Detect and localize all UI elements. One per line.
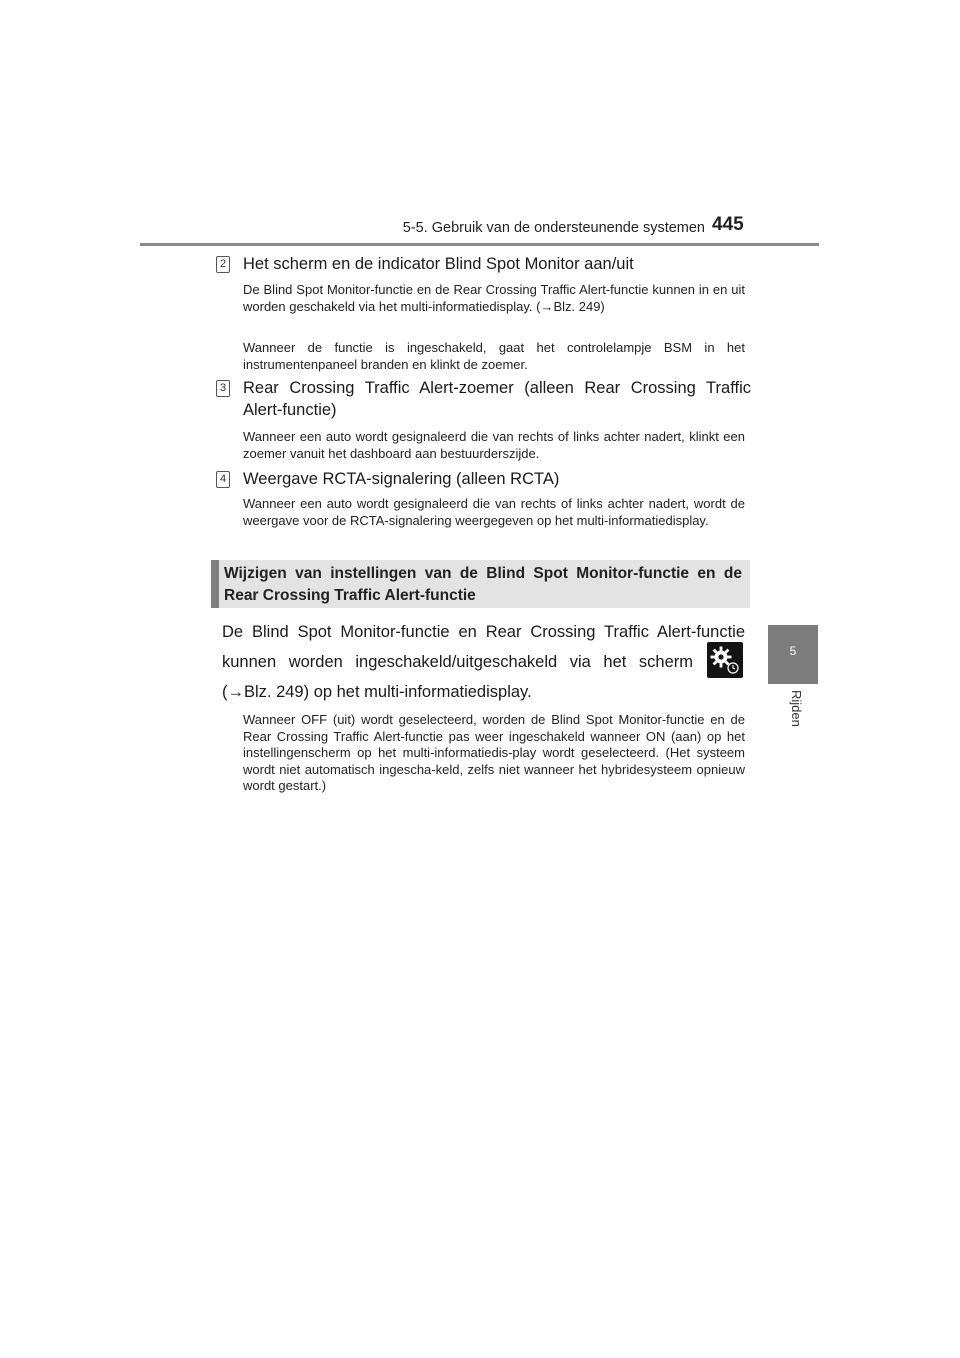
- chapter-tab: [768, 625, 818, 684]
- item-title: Het scherm en de indicator Blind Spot Monitor aan/uit: [243, 255, 634, 273]
- header-divider: [140, 243, 819, 246]
- section-body-line-2: kunnen worden ingeschakeld/uitgeschakeld via het scherm: [222, 653, 693, 671]
- section-heading-box: [211, 560, 750, 608]
- section-heading-bar: [211, 560, 219, 608]
- section-note: Wanneer OFF (uit) wordt geselecteerd, worden de Blind Spot Monitor-functie en de Rear Crossing Traffic Alert-functie pas weer ingeschakeld wanneer ON (aan) op het instellingenscherm op het multi-informatiedis-play wordt geselecteerd. (Het systeem wordt niet automatisch ingescha-keld, zelfs niet wanneer het hybridesysteem opnieuw wordt gestart.): [243, 712, 745, 793]
- section-heading-title: Wijzigen van instellingen van de Blind Spot Monitor-functie en de Rear Crossing Traffic Alert-functie: [224, 565, 742, 604]
- page-number: 445: [712, 214, 744, 235]
- item-number-badge: 3: [216, 380, 230, 397]
- item-number-badge: 4: [216, 471, 230, 488]
- chapter-tab-number: 5: [789, 644, 797, 658]
- item-4-paragraph-1: Wanneer een auto wordt gesignaleerd die van rechts of links achter nadert, wordt de weergave voor de RCTA-signalering weergegeven op het multi-informatiedisplay.: [243, 496, 745, 528]
- item-number-badge: 2: [216, 256, 230, 273]
- section-body: [222, 617, 745, 707]
- running-header-section: 5-5. Gebruik van de ondersteunende systemen: [402, 220, 705, 236]
- section-body-line-1: De Blind Spot Monitor-functie en Rear Crossing Traffic Alert-functie: [222, 623, 745, 641]
- item-title: Weergave RCTA-signalering (alleen RCTA): [243, 470, 560, 488]
- item-title: Rear Crossing Traffic Alert-zoemer (alleen Rear Crossing Traffic Alert-functie): [243, 379, 751, 419]
- item-2-paragraph-1: De Blind Spot Monitor-functie en de Rear Crossing Traffic Alert-functie kunnen in en uit worden geschakeld via het multi-informatiedisplay. (→Blz. 249): [243, 282, 745, 314]
- chapter-tab-label: Rijden: [789, 690, 804, 727]
- settings-gear-icon: [707, 642, 743, 678]
- item-2-paragraph-2: Wanneer de functie is ingeschakeld, gaat het controlelampje BSM in het instrumentenpaneel branden en klinkt de zoemer.: [243, 340, 745, 372]
- section-body-line-3: (→Blz. 249) op het multi-informatiedisplay.: [222, 683, 532, 701]
- item-3-paragraph-1: Wanneer een auto wordt gesignaleerd die van rechts of links achter nadert, klinkt een zoemer vanuit het dashboard aan bestuurderszijde.: [243, 429, 745, 461]
